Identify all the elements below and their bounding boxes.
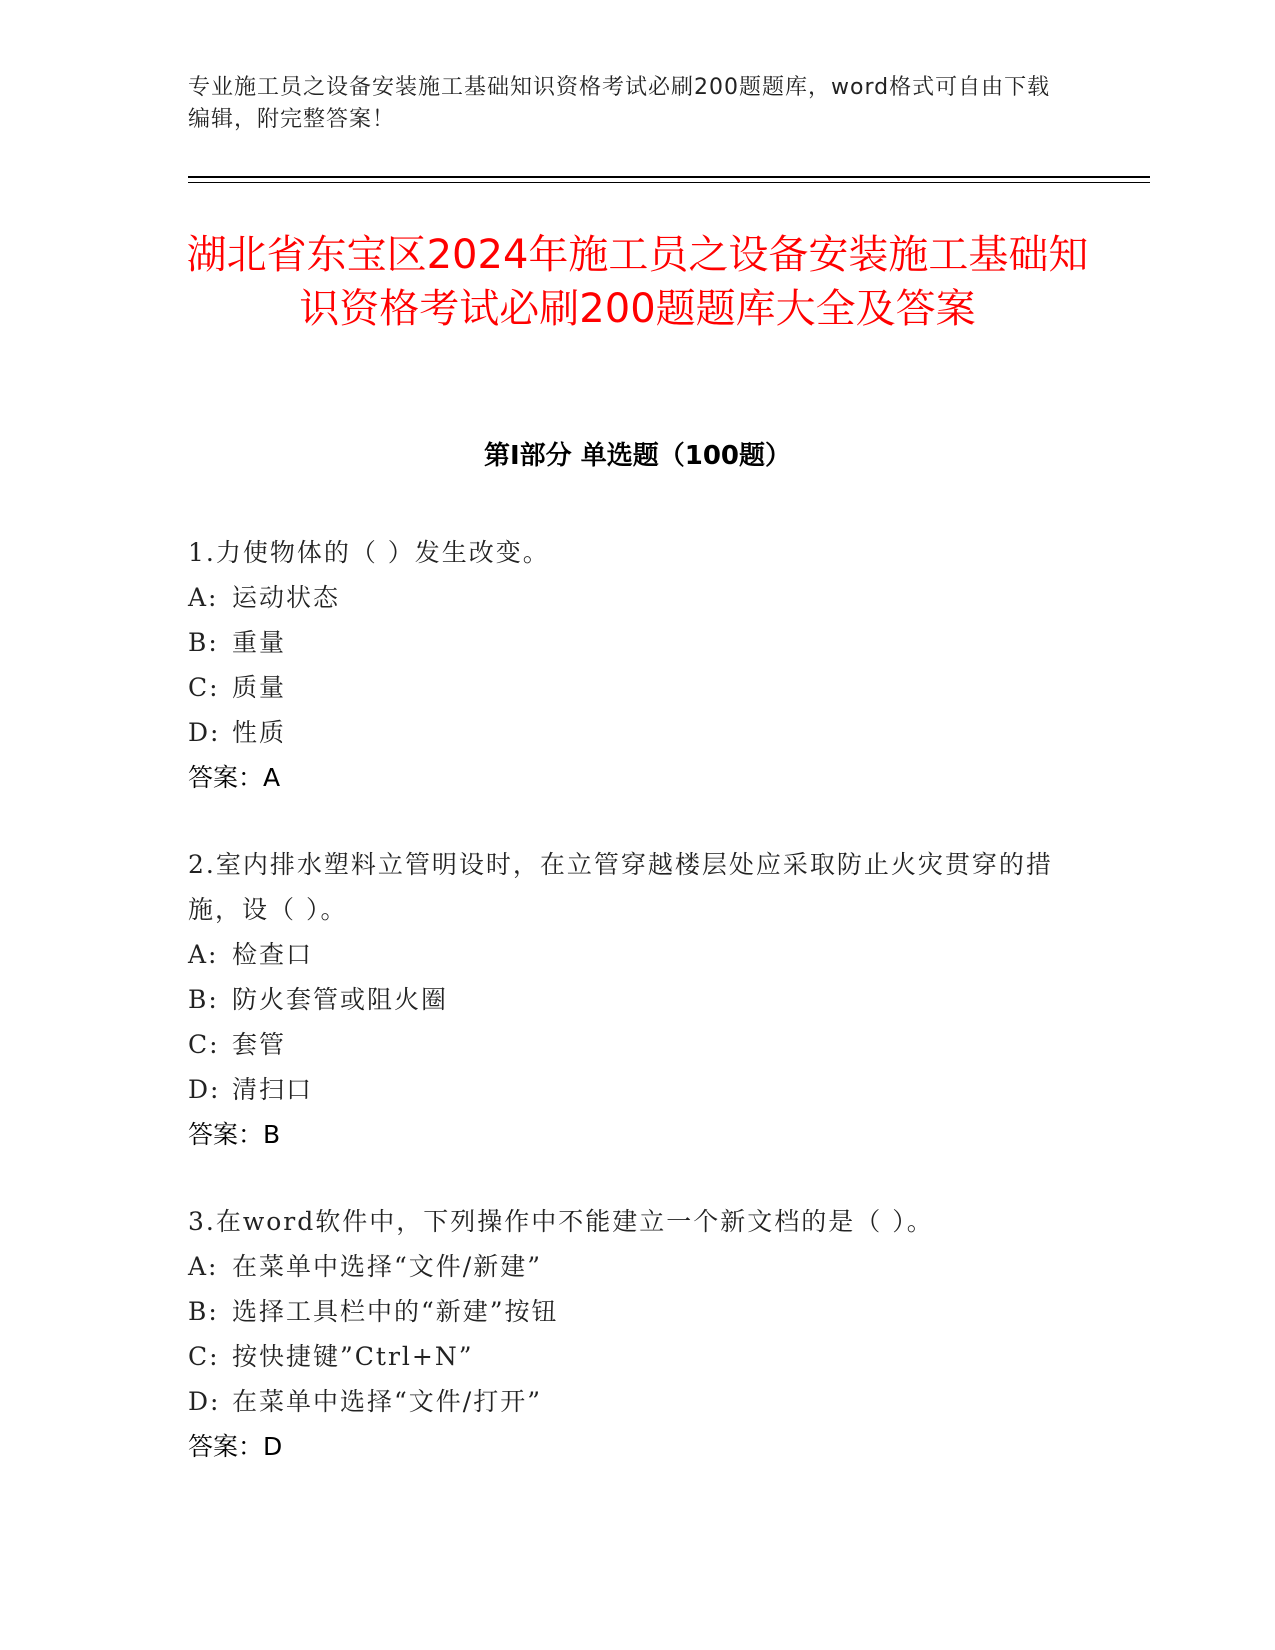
option-letter: B:	[188, 628, 219, 657]
option-text: 在菜单中选择“文件/打开”	[232, 1387, 542, 1416]
option-letter: A:	[188, 940, 219, 969]
option-letter: D:	[188, 718, 221, 747]
option-text: 防火套管或阻火圈	[232, 985, 449, 1014]
question-list	[188, 530, 1068, 1511]
header-rule-thin	[188, 182, 1150, 183]
answer: 答案：A	[188, 763, 281, 792]
document-title: 湖北省东宝区2024年施工员之设备安装施工基础知识资格考试必刷200题题库大全及答案	[186, 232, 1089, 332]
question-text: 3.在word软件中，下列操作中不能建立一个新文档的是（ ）。	[188, 1207, 934, 1236]
option-b	[188, 620, 1068, 665]
option-letter: D:	[188, 1387, 221, 1416]
question-2	[188, 842, 1068, 1157]
option-letter: A:	[188, 1252, 219, 1281]
option-letter: B:	[188, 1297, 219, 1326]
option-letter: A:	[188, 583, 219, 612]
option-text: 性质	[232, 718, 287, 747]
option-d	[188, 710, 1068, 755]
option-letter: D:	[188, 1075, 221, 1104]
option-letter: B:	[188, 985, 219, 1014]
option-letter: C:	[188, 673, 220, 702]
option-b	[188, 1289, 1068, 1334]
option-text: 在菜单中选择“文件/新建”	[232, 1252, 542, 1281]
option-text: 重量	[232, 628, 287, 657]
question-3	[188, 1199, 1068, 1469]
answer: 答案：B	[188, 1120, 281, 1149]
option-a	[188, 575, 1068, 620]
question-text: 2.室内排水塑料立管明设时，在立管穿越楼层处应采取防止火灾贯穿的措施，设（ ）。	[188, 850, 1053, 924]
option-a	[188, 932, 1068, 977]
question-1	[188, 530, 1068, 800]
option-d	[188, 1379, 1068, 1424]
option-text: 运动状态	[232, 583, 341, 612]
option-text: 选择工具栏中的“新建”按钮	[232, 1297, 559, 1326]
option-text: 按快捷键”Ctrl+N”	[232, 1342, 474, 1371]
option-c	[188, 1334, 1068, 1379]
option-c	[188, 1022, 1068, 1067]
option-text: 清扫口	[232, 1075, 314, 1104]
option-d	[188, 1067, 1068, 1112]
answer: 答案：D	[188, 1432, 283, 1461]
option-text: 检查口	[232, 940, 314, 969]
header-note: 专业施工员之设备安装施工基础知识资格考试必刷200题题库，word格式可自由下载编辑，附完整答案！	[188, 75, 1051, 132]
option-letter: C:	[188, 1030, 220, 1059]
option-a	[188, 1244, 1068, 1289]
option-c	[188, 665, 1068, 710]
option-text: 质量	[232, 673, 287, 702]
option-letter: C:	[188, 1342, 220, 1371]
option-text: 套管	[232, 1030, 287, 1059]
section-title: 第I部分 单选题（100题）	[484, 441, 791, 471]
option-b	[188, 977, 1068, 1022]
question-text: 1.力使物体的（ ）发生改变。	[188, 538, 550, 567]
header-rule-thick	[188, 176, 1150, 178]
